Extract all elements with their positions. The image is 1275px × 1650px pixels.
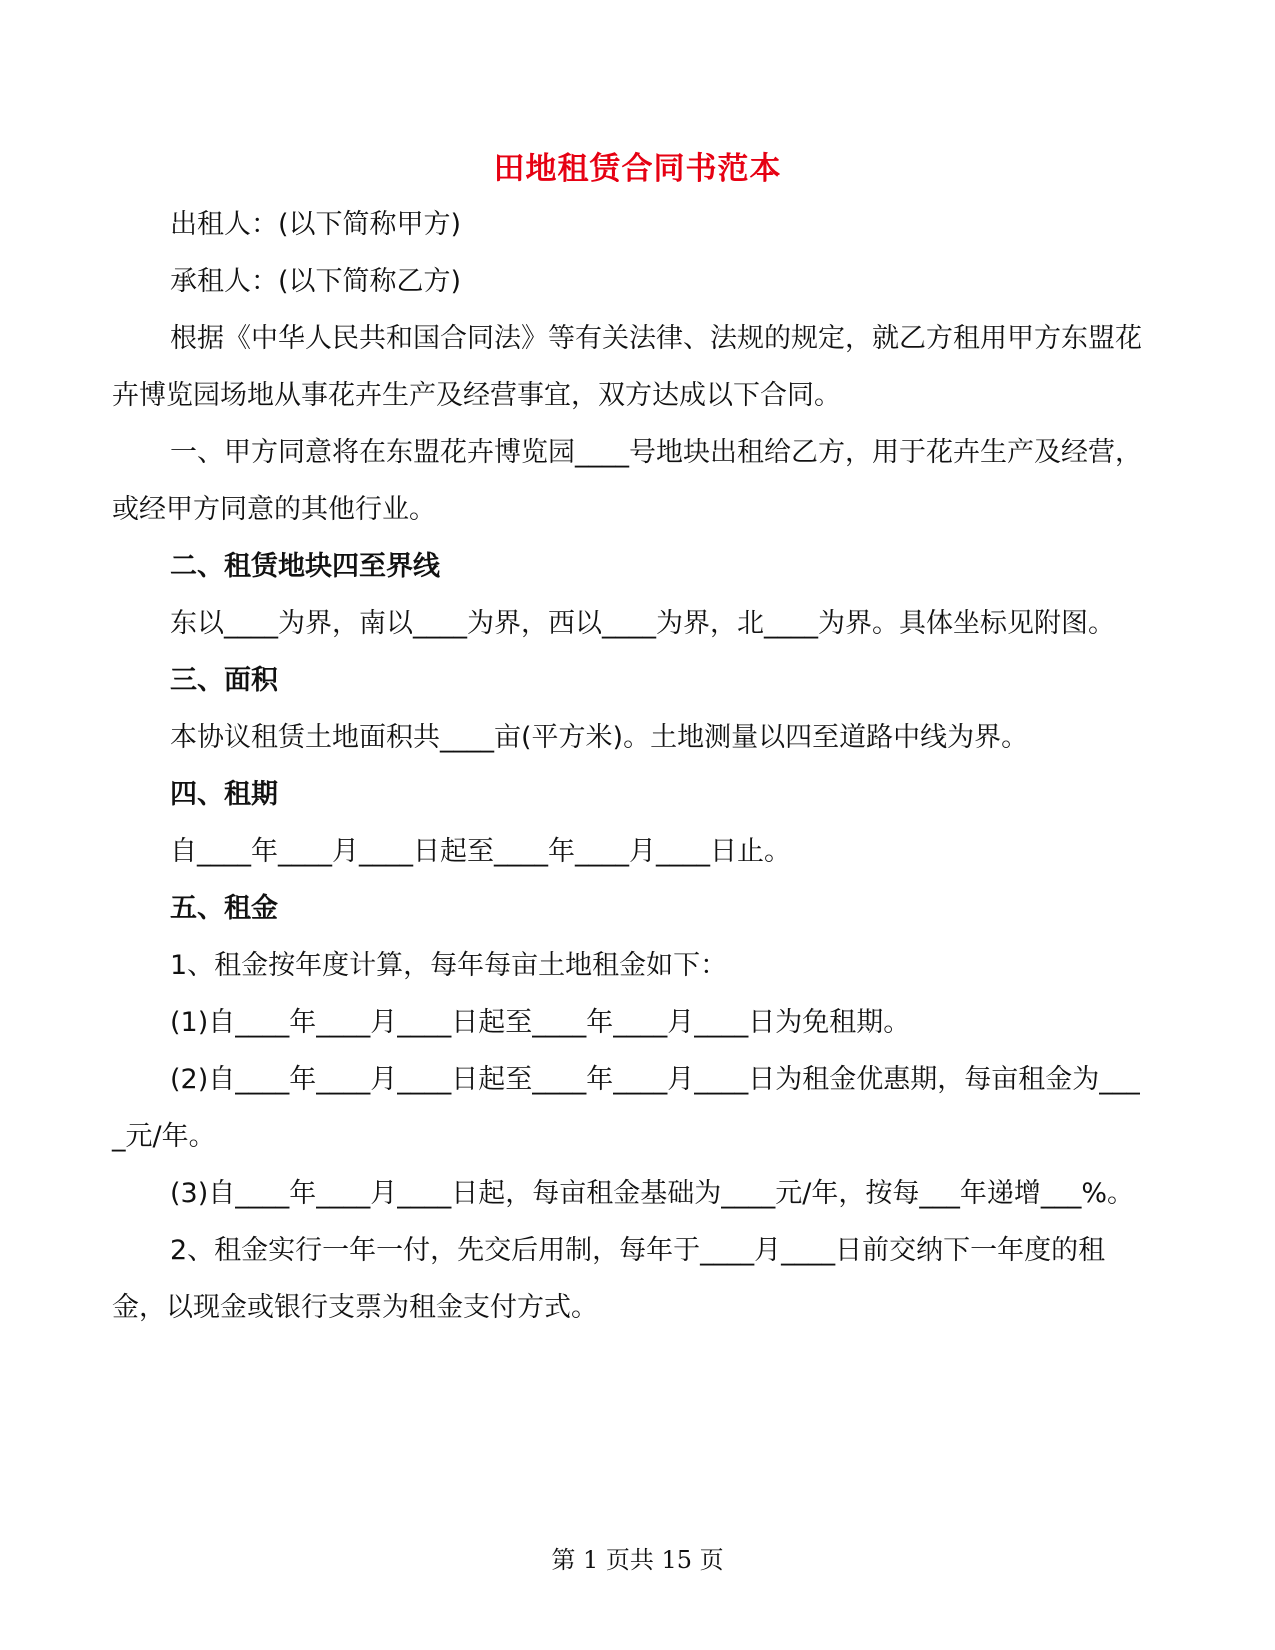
clause-4-heading: 四、租期 [170, 779, 278, 810]
preamble-paragraph: 根据《中华人民共和国合同法》等有关法律、法规的规定，就乙方租用甲方东盟花卉博览园场地从事花卉生产及经营事宜，双方达成以下合同。 [112, 323, 1142, 411]
boundaries-paragraph: 东以____为界，南以____为界，西以____为界，北____为界。具体坐标见附图。 [170, 608, 1115, 639]
area-paragraph: 本协议租赁土地面积共____亩(平方米)。土地测量以四至道路中线为界。 [170, 722, 1029, 753]
rent-subitem-3: (3)自____年____月____日起，每亩租金基础为____元/年，按每___年递增___%。 [170, 1178, 1134, 1209]
lessee-line: 承租人：(以下简称乙方) [170, 266, 462, 297]
rent-subitem-2: (2)自____年____月____日起至____年____月____日为租金优惠期，每亩租金为____元/年。 [112, 1064, 1140, 1152]
term-paragraph: 自____年____月____日起至____年____月____日止。 [170, 836, 791, 867]
page-footer: 第 1 页共 15 页 [551, 1546, 724, 1574]
rent-subitem-1: (1)自____年____月____日起至____年____月____日为免租期。 [170, 1007, 911, 1038]
clause-1-paragraph: 一、甲方同意将在东盟花卉博览园____号地块出租给乙方，用于花卉生产及经营，或经甲方同意的其他行业。 [112, 437, 1142, 525]
document-title: 田地租赁合同书范本 [493, 151, 782, 187]
clause-3-heading: 三、面积 [170, 665, 278, 696]
clause-5-heading: 五、租金 [170, 893, 278, 924]
clause-2-heading: 二、租赁地块四至界线 [170, 551, 440, 582]
lessor-line: 出租人：(以下简称甲方) [170, 209, 462, 240]
rent-item-1: 1、租金按年度计算，每年每亩土地租金如下： [170, 950, 728, 981]
rent-item-2: 2、租金实行一年一付，先交后用制，每年于____月____日前交纳下一年度的租金，以现金或银行支票为租金支付方式。 [112, 1235, 1106, 1323]
document-body [112, 196, 1152, 1336]
